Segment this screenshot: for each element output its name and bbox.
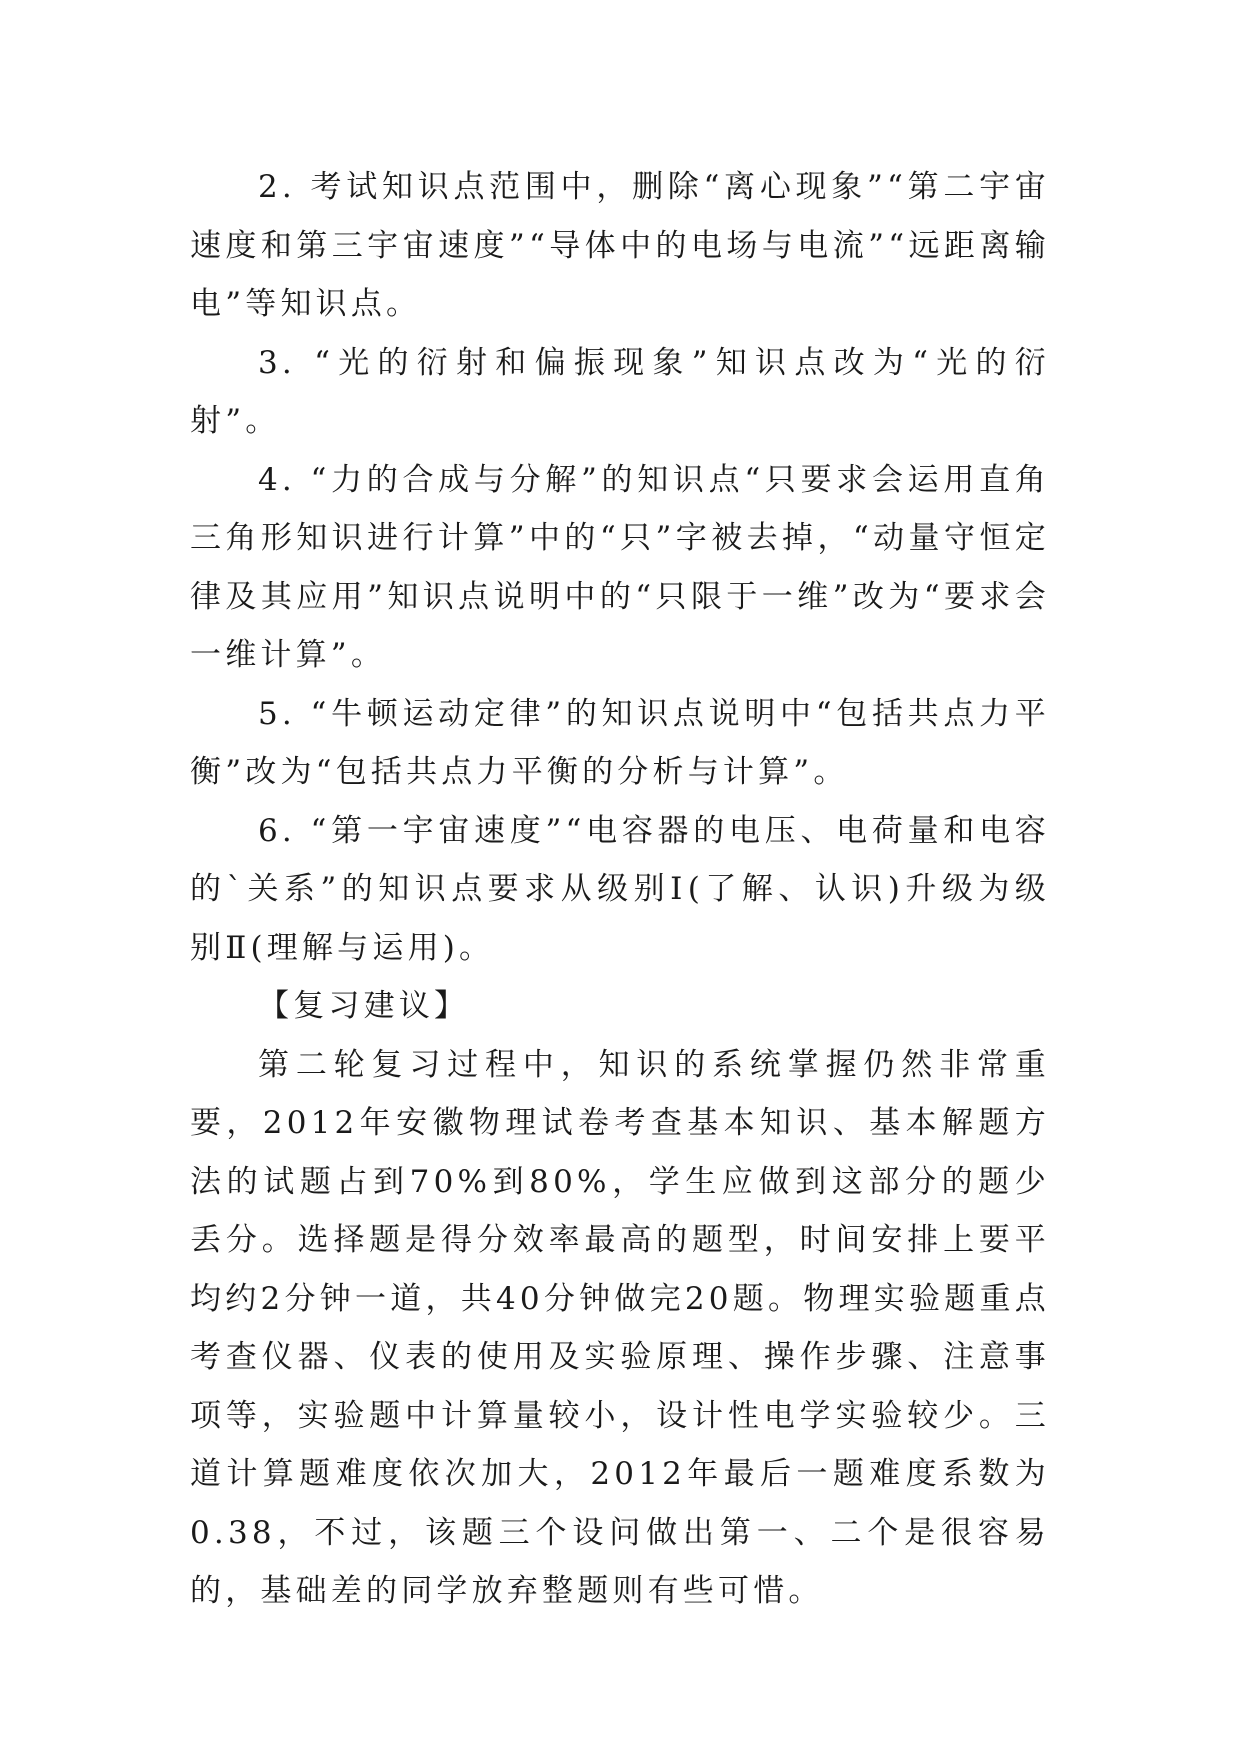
section-heading: 【复习建议】 [258,988,470,1024]
advice-paragraph: 第二轮复习过程中，知识的系统掌握仍然非常重要，2012年安徽物理试卷考查基本知识、基本解题方法的试题占到70%到80%，学生应做到这部分的题少丢分。选择题是得分效率最高的题型，时间安排上要平均约2分钟一道，共40分钟做完20题。物理实验题重点考查仪器、仪表的使用及实验原理、操作步骤、注意事项等，实验题中计算量较小，设计性电学实验较少。三道计算题难度依次加大，2012年最后一题难度系数为0.38，不过，该题三个设问做出第一、二个是很容易的，基础差的同学放弃整题则有些可惜。 [190,1046,1050,1609]
document-body [190,158,1050,1621]
item-3-paragraph: 3. “光的衍射和偏振现象”知识点改为“光的衍射”。 [190,344,1050,439]
item-5-paragraph: 5. “牛顿运动定律”的知识点说明中“包括共点力平衡”改为“包括共点力平衡的分析与计算”。 [190,695,1050,790]
item-6-paragraph: 6. “第一宇宙速度”“电容器的电压、电荷量和电容的`关系”的知识点要求从级别Ⅰ(了解、认识)升级为级别Ⅱ(理解与运用)。 [190,812,1050,966]
item-2-paragraph: 2. 考试知识点范围中，删除“离心现象”“第二宇宙速度和第三宇宙速度”“导体中的电场与电流”“远距离输电”等知识点。 [190,169,1050,322]
item-4-paragraph: 4. “力的合成与分解”的知识点“只要求会运用直角三角形知识进行计算”中的“只”字被去掉，“动量守恒定律及其应用”知识点说明中的“只限于一维”改为“要求会一维计算”。 [190,461,1050,673]
